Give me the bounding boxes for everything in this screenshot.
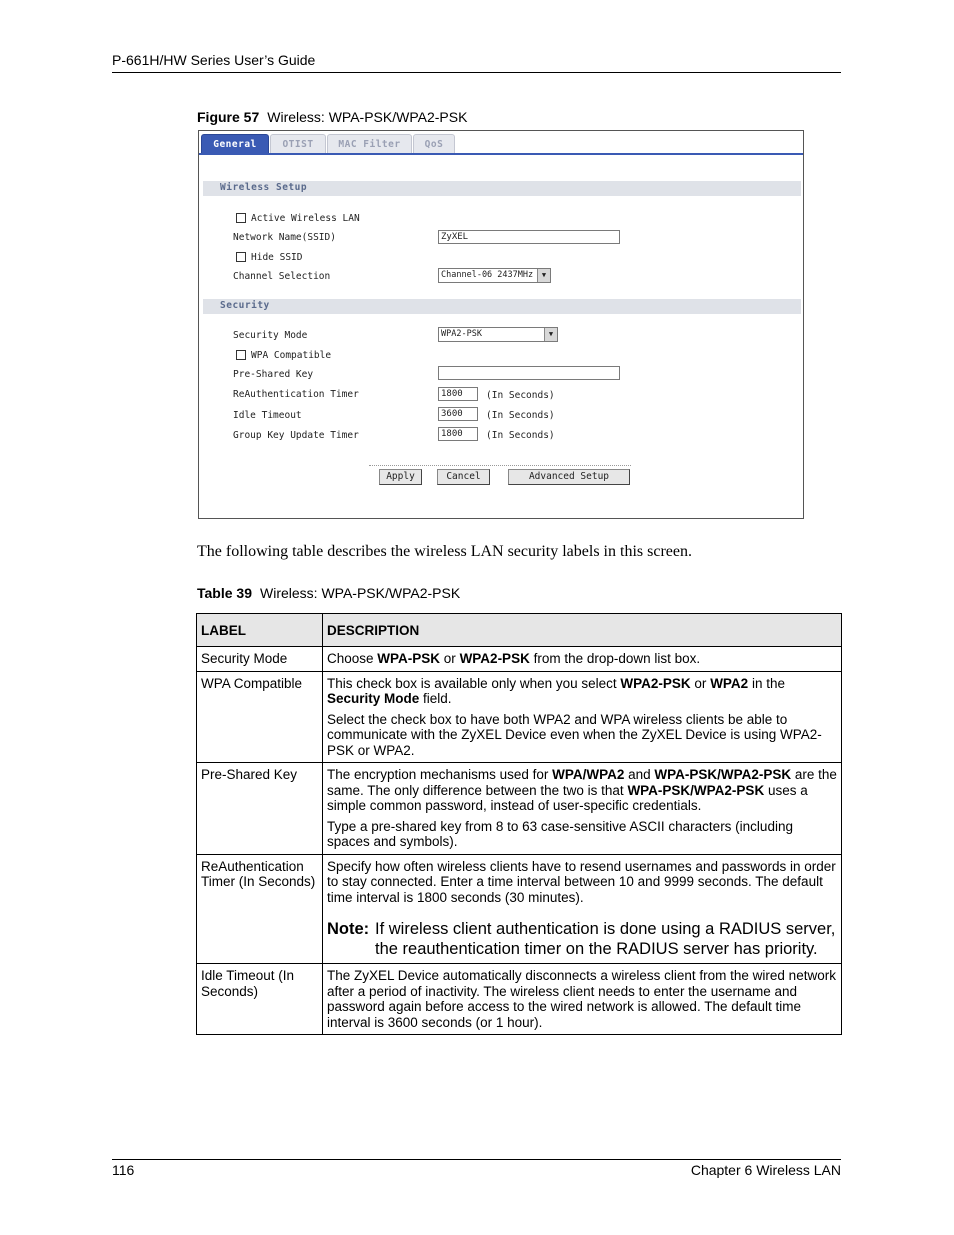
wpa-compatible-label: WPA Compatible [251,350,332,361]
cancel-button[interactable]: Cancel [437,469,490,485]
header-label: LABEL [197,614,323,647]
wireless-setup-heading: Wireless Setup [220,182,308,193]
page-number: 116 [112,1162,135,1178]
tab-qos[interactable]: QoS [413,134,455,154]
row-label: WPA Compatible [197,671,323,763]
footer-rule [112,1159,841,1160]
running-header: P-661H/HW Series User’s Guide [112,52,316,68]
wpa-compatible-checkbox[interactable] [236,350,246,360]
intro-paragraph: The following table describes the wireless LAN security labels in this screen. [197,543,692,560]
wireless-screenshot [198,130,804,519]
row-description: This check box is available only when you select WPA2-PSK or WPA2 in the Security Mode field. Select the check box to have both WPA2 and WPA wireless clients be able to communicate with the ZyXEL Device even when the ZyXEL Device is using WPA2-PSK or WPA2. [323,671,842,763]
row-label: Security Mode [197,647,323,672]
table-row [197,854,842,964]
table-label: Table 39 [197,585,252,601]
row-description: The ZyXEL Device automatically disconnects a wireless client from the wired network after a period of inactivity. The wireless client needs to enter the username and password again before access to the wired network is allowed. The default time interval is 3600 seconds (or 1 hour). [323,964,842,1035]
security-heading: Security [220,300,270,311]
table-row [197,763,842,855]
security-mode-value: WPA2-PSK [441,329,482,339]
active-wlan-checkbox[interactable] [236,213,246,223]
note: Note: If wireless client authentication is done using a RADIUS server, the reauthentication timer on the RADIUS server has priority. [327,920,836,958]
advanced-setup-button[interactable]: Advanced Setup [508,469,630,485]
ssid-input[interactable]: ZyXEL [438,230,620,244]
channel-select[interactable] [438,268,551,283]
tab-underline [199,153,803,155]
row-description: Choose WPA-PSK or WPA2-PSK from the drop-down list box. [323,647,842,672]
chapter-title: Chapter 6 Wireless LAN [690,1162,841,1178]
figure-title: Wireless: WPA-PSK/WPA2-PSK [267,109,468,125]
reauth-input[interactable]: 1800 [438,387,478,401]
table-caption [197,585,460,601]
security-section [203,299,801,314]
idle-label: Idle Timeout [233,410,302,421]
tab-mac-filter[interactable]: MAC Filter [327,134,412,154]
idle-input[interactable]: 3600 [438,407,478,421]
apply-button[interactable]: Apply [379,469,422,485]
row-description: The encryption mechanisms used for WPA/WPA2 and WPA-PSK/WPA2-PSK are the same. The only difference between the two is that WPA-PSK/WPA2-PSK uses a simple common password, instead of user-specific credentials. Type a pre-shared key from 8 to 63 case-sensitive ASCII characters (including spaces and symbols). [323,763,842,855]
wireless-setup-section [203,181,801,196]
table-row [197,671,842,763]
tab-bar [199,131,803,155]
group-key-unit: (In Seconds) [486,430,555,441]
figure-label: Figure 57 [197,109,260,125]
active-wlan-label: Active Wireless LAN [251,213,360,224]
reauth-unit: (In Seconds) [486,390,555,401]
button-divider [369,465,631,466]
row-label: Pre-Shared Key [197,763,323,855]
chevron-down-icon: ▼ [537,269,550,282]
table-row [197,647,842,672]
psk-input[interactable] [438,366,620,380]
tab-general[interactable]: General [201,134,269,154]
security-mode-select[interactable] [438,327,558,342]
group-key-label: Group Key Update Timer [233,430,359,441]
hide-ssid-label: Hide SSID [251,252,303,263]
row-label: ReAuthentication Timer (In Seconds) [197,854,323,964]
psk-label: Pre-Shared Key [233,369,314,380]
security-mode-label: Security Mode [233,330,308,341]
reauth-label: ReAuthentication Timer [233,389,359,400]
channel-label: Channel Selection [233,271,331,282]
header-description: DESCRIPTION [323,614,842,647]
row-description: Specify how often wireless clients have to resend usernames and passwords in order to stay connected. Enter a time interval between 10 and 9999 seconds. The default time interval is 1800 seconds (30 minutes). Note: If wireless client authentication is done using a RADIUS server, the reauthentication timer on the RADIUS server has priority. [323,854,842,964]
table-title: Wireless: WPA-PSK/WPA2-PSK [260,585,461,601]
channel-value: Channel-06 2437MHz [441,270,534,280]
description-table [196,613,842,1035]
header-rule [112,72,841,73]
tab-otist[interactable]: OTIST [270,134,326,154]
group-key-input[interactable]: 1800 [438,427,478,441]
table-header-row [197,614,842,647]
table-row [197,964,842,1035]
idle-unit: (In Seconds) [486,410,555,421]
ssid-label: Network Name(SSID) [233,232,336,243]
chevron-down-icon: ▼ [544,328,557,341]
figure-caption [197,109,467,125]
hide-ssid-checkbox[interactable] [236,252,246,262]
row-label: Idle Timeout (In Seconds) [197,964,323,1035]
